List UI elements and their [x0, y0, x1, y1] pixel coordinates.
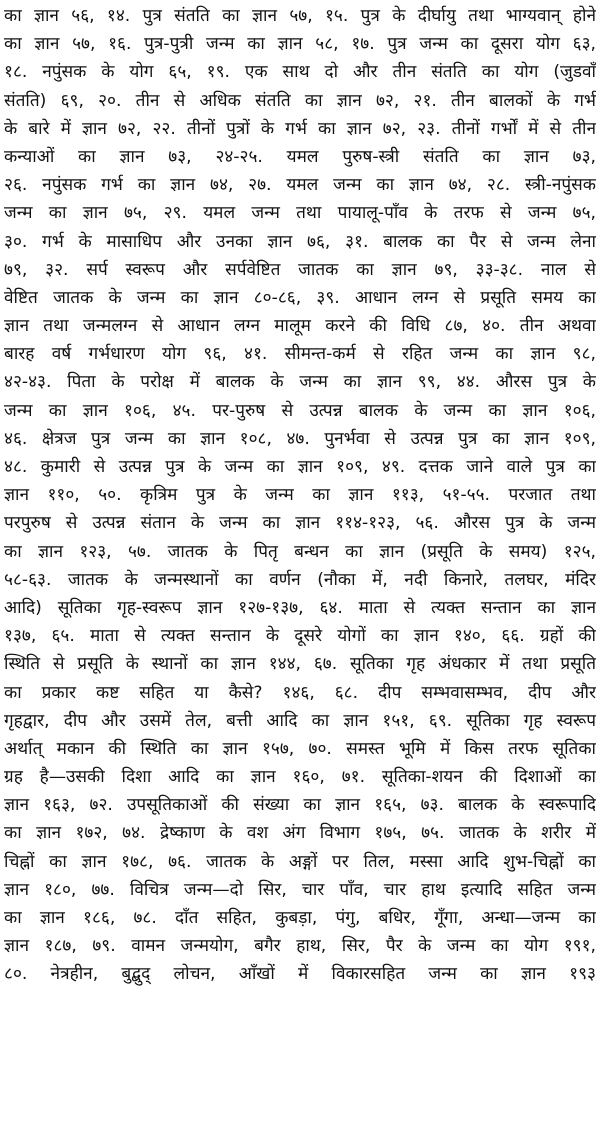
text-line-17: ४८. कुमारी से उत्पन्न पुत्र के जन्म का ज्ञान १०९, ४९. दत्तक जाने वाले पुत्र का [4, 457, 596, 477]
text-line-34: ज्ञान १८७, ७९. वामन जन्मयोग, बगैर हाथ, सिर, पैर के जन्म का योग १९१, [4, 936, 596, 957]
text-line-15: जन्म का ज्ञान १०६, ४५. पर-पुरुष से उत्पन्न बालक के जन्म का ज्ञान १०६, [4, 400, 596, 421]
text-line-37 [4, 1017, 596, 1045]
text-line-7: २६. नपुंसक गर्भ का ज्ञान ७४, २७. यमल जन्म का ज्ञान ७४, २८. स्त्री-नपुंसक [4, 175, 596, 196]
text-line-36 [4, 989, 596, 1017]
text-line-14: ४२-४३. पिता के परोक्ष में बालक के जन्म का ज्ञान ९९, ४४. औरस पुत्र के [4, 372, 596, 393]
text-line-12: ज्ञान तथा जन्मलग्न से आधान लग्न मालूम करने की विधि ८७, ४०. तीन अथवा [4, 316, 596, 337]
text-line-4: संतति) ६९, २०. तीन से अधिक संतति का ज्ञान ७२, २१. तीन बालकों के गर्भ [4, 90, 596, 111]
text-line-23: १३७, ६५. माता से त्यक्त सन्तान के दूसरे योगों का ज्ञान १४०, ६६. ग्रहों की [4, 626, 596, 647]
text-line-27: अर्थात् मकान की स्थिति का ज्ञान १५७, ७०. समस्त भूमि में किस तरफ सूतिका [4, 738, 596, 759]
text-line-21: ५८-६३. जातक के जन्मस्थानों का वर्णन (नौका में, नदी किनारे, तलघर, मंदिर [4, 569, 596, 590]
text-line-24: स्थिति से प्रसूति के स्थानों का ज्ञान १४४, ६७. सूतिका गृह अंधकार में तथा प्रसूति [4, 654, 596, 675]
text-line-33: का ज्ञान १८६, ७८. दाँत सहित, कुबड़ा, पंगु, बधिर, गूँगा, अन्धा—जन्म का [4, 908, 596, 928]
text-line-19: परपुरुष से उत्पन्न संतान के जन्म का ज्ञान ११४-१२३, ५६. औरस पुत्र के जन्म [4, 513, 596, 534]
text-line-20: का ज्ञान १२३, ५७. जातक के पितृ बन्धन का ज्ञान (प्रसूति के समय) १२५, [4, 541, 596, 562]
text-line-10: ७९, ३२. सर्प स्वरूप और सर्पवेष्टित जातक का ज्ञान ७९, ३३-३८. नाल से [4, 259, 596, 280]
text-line-9: ३०. गर्भ के मासाधिप और उनका ज्ञान ७६, ३१. बालक का पैर से जन्म लेना [4, 231, 596, 252]
text-line-31: चिह्नों का ज्ञान १७८, ७६. जातक के अङ्गों पर तिल, मस्सा आदि शुभ-चिह्नों का [4, 851, 596, 872]
text-line-22: आदि) सूतिका गृह-स्वरूप ज्ञान १२७-१३७, ६४. माता से त्यक्त सन्तान का ज्ञान [4, 597, 596, 618]
text-line-8: जन्म का ज्ञान ७५, २९. यमल जन्म तथा पायालू-पाँव के तरफ से जन्म ७५, [4, 203, 596, 224]
text-line-25: का प्रकार कष्ट सहित या कैसे? १४६, ६८. दीप सम्भवासम्भव, दीप और [4, 682, 596, 703]
text-line-5: के बारे में ज्ञान ७२, २२. तीनों पुत्रों के गर्भ का ज्ञान ७२, २३. तीनों गर्भों में से तीन [4, 118, 596, 139]
text-line-18: ज्ञान ११०, ५०. कृत्रिम पुत्र के जन्म का ज्ञान ११३, ५१-५५. परजात तथा [4, 485, 596, 506]
text-line-6: कन्याओं का ज्ञान ७३, २४-२५. यमल पुरुष-स्त्री संतति का ज्ञान ७३, [4, 146, 596, 167]
text-line-35: ८०. नेत्रहीन, बुद्बुद् लोचन, आँखों में विकारसहित जन्म का ज्ञान १९३ [4, 964, 596, 985]
text-line-16: ४६. क्षेत्रज पुत्र जन्म का ज्ञान १०८, ४७. पुनर्भवा से उत्पन्न पुत्र का ज्ञान १०९, [4, 428, 596, 449]
text-line-1: का ज्ञान ५६, १४. पुत्र संतति का ज्ञान ५७, १५. पुत्र के दीर्घायु तथा भाग्यवान् होने [4, 6, 596, 26]
text-line-13: बारह वर्ष गर्भधारण योग ९६, ४१. सीमन्त-कर्म से रहित जन्म का ज्ञान ९८, [4, 344, 596, 365]
text-line-3: १८. नपुंसक के योग ६५, १९. एक साथ दो और तीन संतति का योग (जुडवाँ [4, 62, 596, 83]
text-line-29: ज्ञान १६३, ७२. उपसूतिकाओं की संख्या का ज्ञान १६५, ७३. बालक के स्वरूपादि [4, 795, 596, 816]
text-line-30: का ज्ञान १७२, ७४. द्रेष्काण के वश अंग विभाग १७५, ७५. जातक के शरीर में [4, 823, 596, 844]
text-line-32: ज्ञान १८०, ७७. विचित्र जन्म—दो सिर, चार पाँव, चार हाथ इत्यादि सहित जन्म [4, 879, 596, 900]
text-line-11: वेष्टित जातक के जन्म का ज्ञान ८०-८६, ३९. आधान लग्न से प्रसूति समय का [4, 287, 596, 308]
text-line-2: का ज्ञान ५७, १६. पुत्र-पुत्री जन्म का ज्ञान ५८, १७. पुत्र जन्म का दूसरा योग ६३, [4, 34, 596, 55]
text-line-28: ग्रह है—उसकी दिशा आदि का ज्ञान १६०, ७१. सूतिका-शयन की दिशाओं का [4, 767, 596, 788]
text-line-26: गृहद्वार, दीप और उसमें तेल, बत्ती आदि का ज्ञान १५१, ६९. सूतिका गृह स्वरूप [4, 710, 596, 731]
